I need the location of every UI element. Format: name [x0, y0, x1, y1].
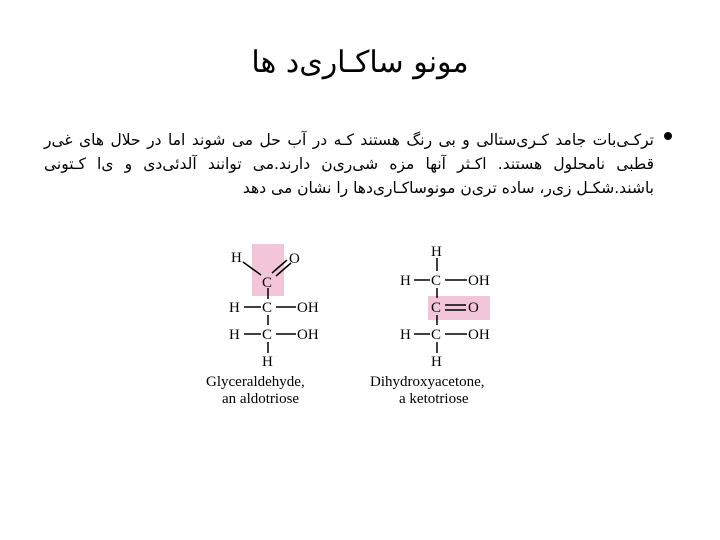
atom-label: C	[262, 300, 273, 316]
atom-label: H	[431, 244, 442, 260]
atom-label: H	[400, 327, 411, 343]
figure-caption: a ketotriose	[399, 391, 469, 407]
atom-label: H	[262, 354, 273, 370]
bullet-text: ترکـی‌بات جامد کـری‌ستالی و بی رنگ هستند کـه در آب حل می شوند اما در حلال های غی‌ر قطبی نامحلول هستند. اکـثر آنها مزه شی‌ری‌ن دارند.می توانند آلدئی‌دی و ی‌ا کـتونی باشند.شکـل زی‌ر، ساده تری‌ن مونوساکـاری‌دها را نشان می دهد	[44, 131, 654, 197]
figure-caption: Dihydroxyacetone,	[370, 374, 485, 390]
atom-label: H	[400, 273, 411, 289]
atom-label: C	[262, 275, 273, 291]
dihydroxyacetone-structure	[370, 244, 490, 407]
atom-label: OH	[297, 327, 319, 343]
atom-label: OH	[468, 327, 490, 343]
atom-label: C	[431, 327, 442, 343]
glyceraldehyde-structure	[206, 244, 319, 407]
atom-label: H	[231, 250, 242, 266]
atom-label: OH	[297, 300, 319, 316]
atom-label: C	[431, 273, 442, 289]
atom-label: H	[431, 354, 442, 370]
atom-label: H	[229, 300, 240, 316]
atom-label: O	[289, 251, 300, 267]
figure-caption: Glyceraldehyde,	[206, 374, 305, 390]
atom-label: OH	[468, 273, 490, 289]
figure-caption: an aldotriose	[222, 391, 300, 407]
atom-label: O	[468, 300, 479, 316]
atom-label: C	[431, 300, 442, 316]
atom-label: C	[262, 327, 273, 343]
slide-title: مونو ساکـاری‌د ها	[251, 45, 469, 80]
atom-label: H	[229, 327, 240, 343]
